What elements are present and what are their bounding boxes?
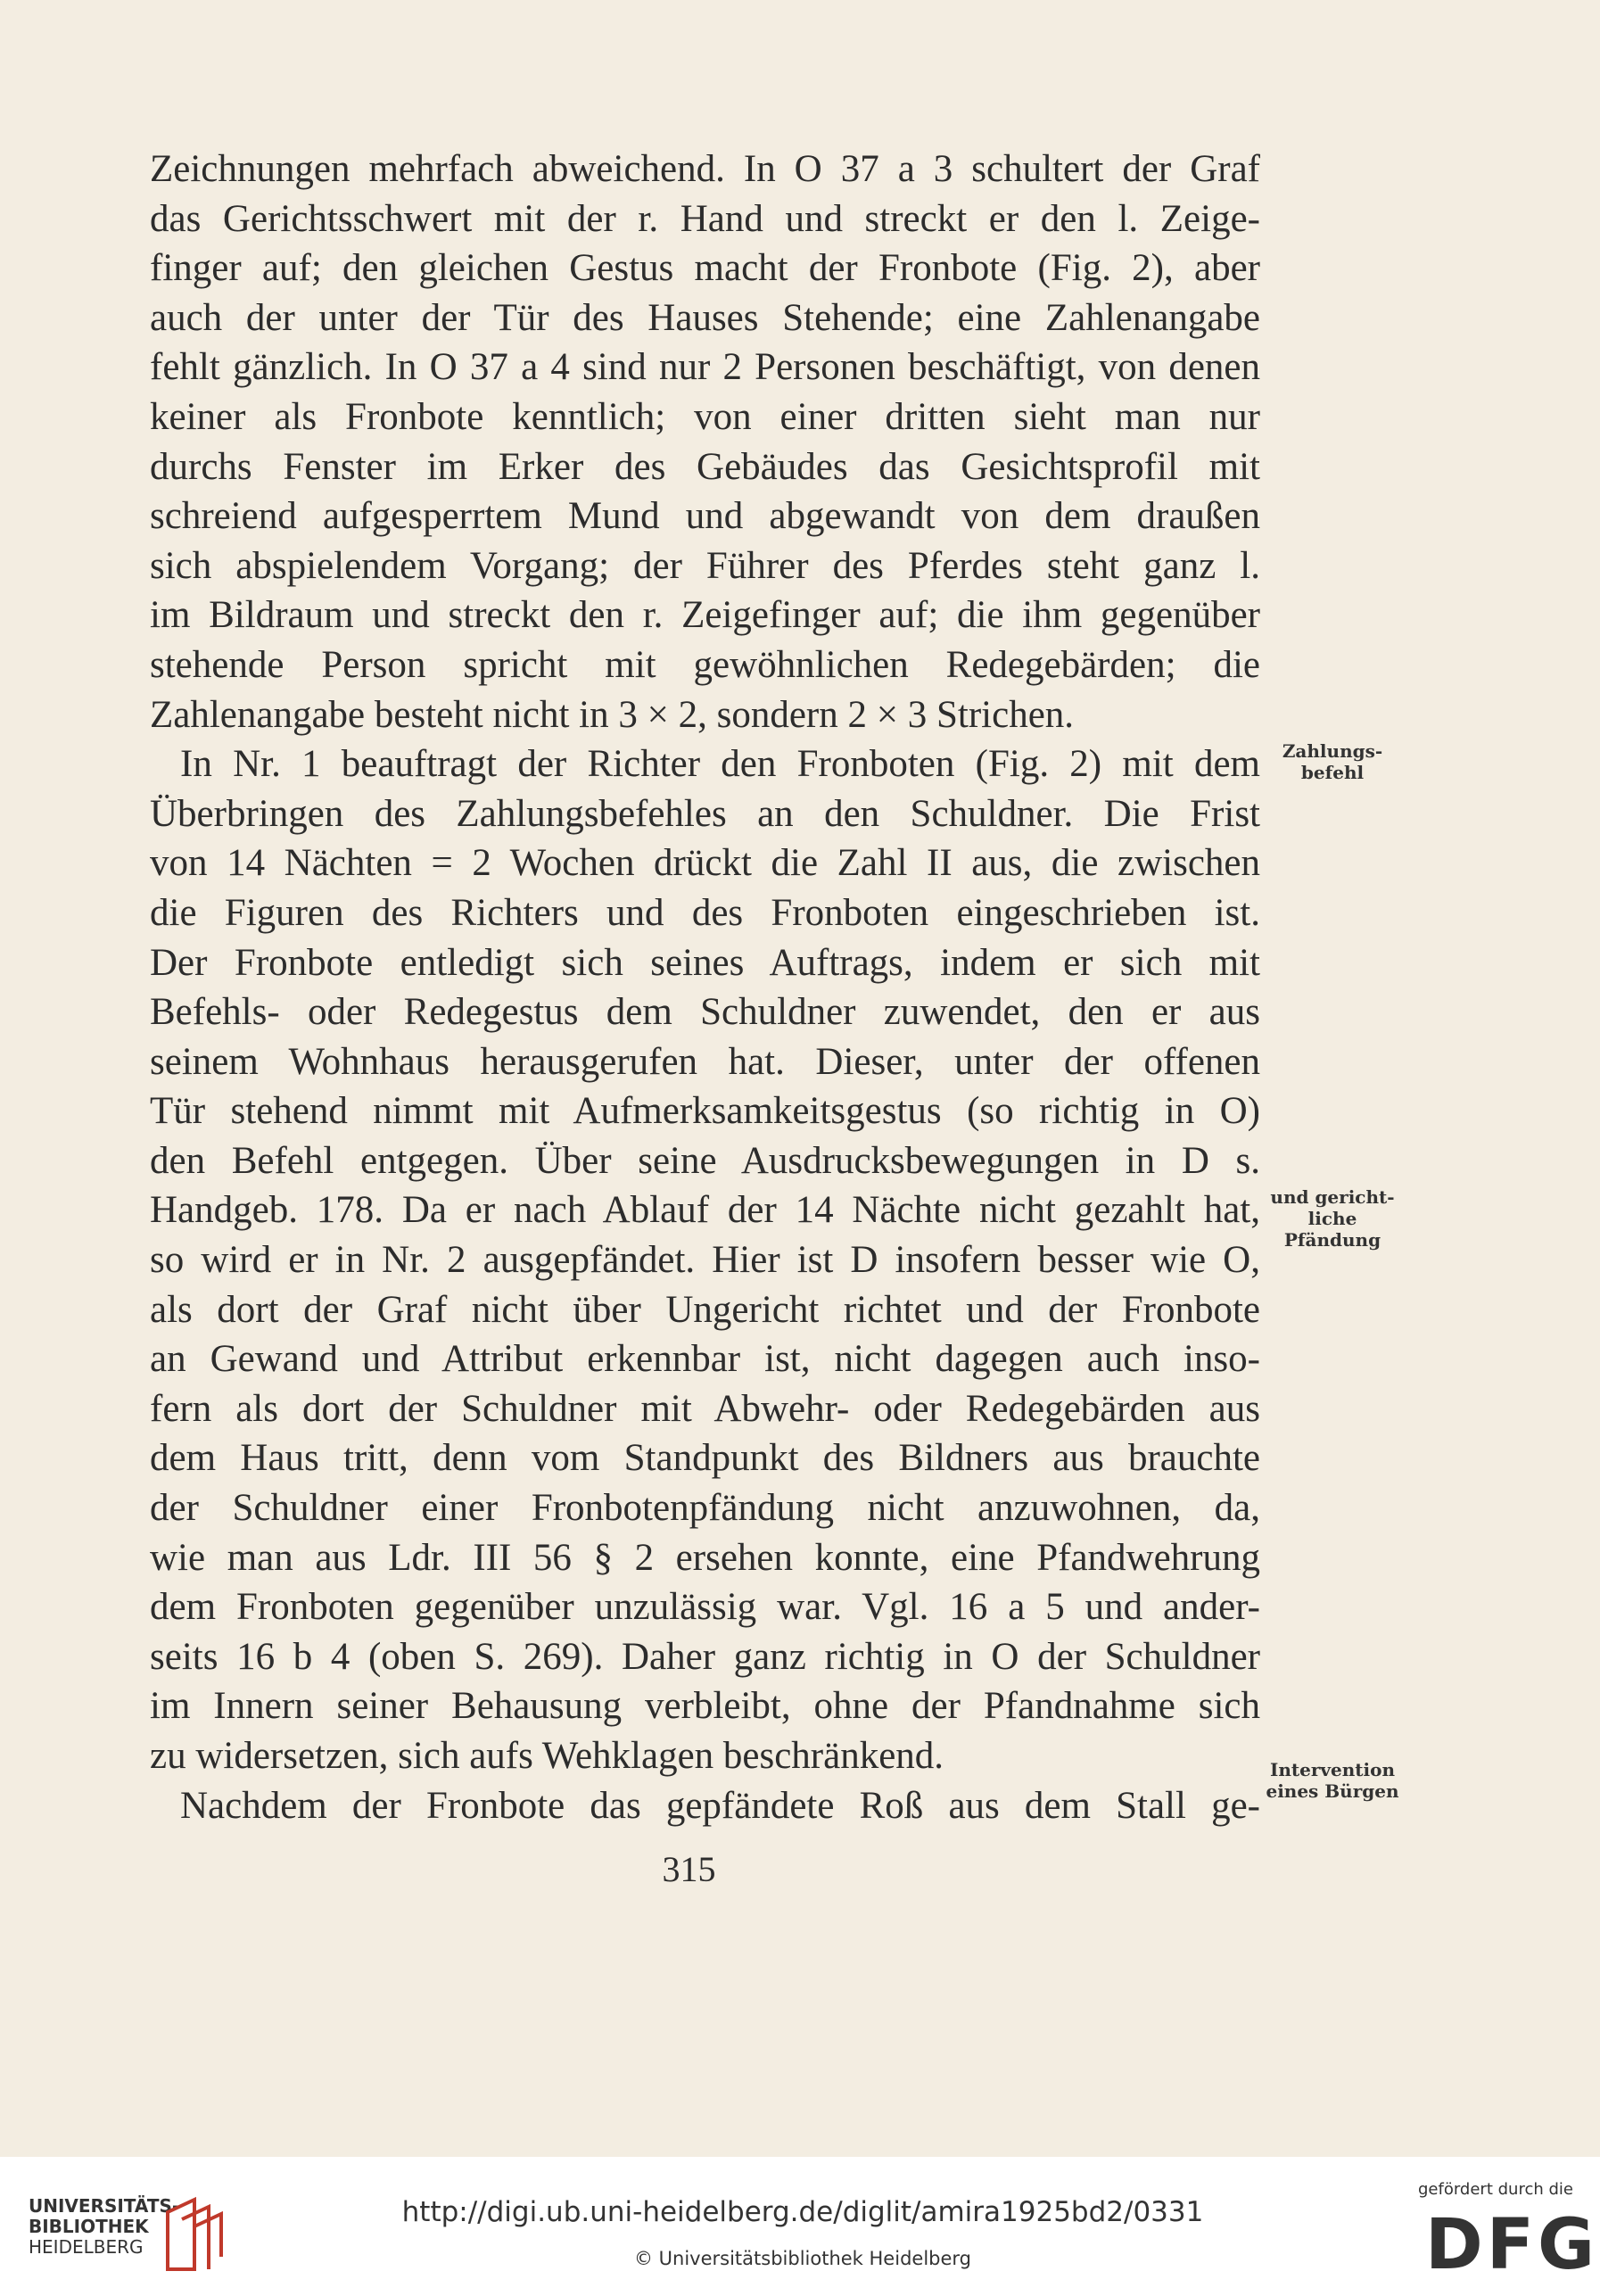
- text-line: dem Haus tritt, denn vom Standpunkt des Bildners aus brauchte: [150, 1437, 1260, 1480]
- text-line: Zeichnungen mehrfach abweichend. In O 37 a 3 schultert der Graf: [150, 148, 1260, 190]
- text-line: im Bildraum und streckt den r. Zeigefinger auf; die ihm gegenüber: [150, 594, 1260, 637]
- page-number: 315: [662, 1849, 716, 1889]
- body-text: [150, 145, 1260, 1830]
- text-line: der Schuldner einer Fronbotenpfändung nicht anzuwohnen, da,: [150, 1487, 1260, 1530]
- text-line: dem Fronboten gegenüber unzulässig war. Vgl. 16 a 5 und ander-: [150, 1586, 1260, 1629]
- text-line: Zahlenangabe besteht nicht in 3 × 2, sondern 2 × 3 Strichen.: [150, 693, 1075, 736]
- margin-note-line: Intervention: [1270, 1759, 1395, 1780]
- margin-note-pfaendung: [1252, 1186, 1413, 1251]
- text-line: Der Fronbote entledigt sich seines Auftrags, indem er sich mit: [150, 941, 1260, 984]
- text-line: Nachdem der Fronbote das gepfändete Roß aus dem Stall ge-: [180, 1784, 1260, 1827]
- text-line: an Gewand und Attribut erkennbar ist, nicht dagegen auch inso-: [150, 1338, 1260, 1381]
- margin-note-line: liche: [1307, 1208, 1357, 1229]
- text-line: seits 16 b 4 (oben S. 269). Daher ganz richtig in O der Schuldner: [150, 1635, 1260, 1678]
- copyright-notice: © Universitätsbibliothek Heidelberg: [633, 2248, 971, 2269]
- library-name-line: HEIDELBERG: [29, 2236, 144, 2258]
- text-line: sich abspielendem Vorgang; der Führer des Pferdes steht ganz l.: [150, 544, 1260, 587]
- margin-note-intervention: [1252, 1759, 1413, 1802]
- margin-note-line: Pfändung: [1283, 1229, 1381, 1251]
- text-line: Überbringen des Zahlungsbefehles an den Schuldner. Die Frist: [150, 792, 1260, 835]
- margin-note-line: Zahlungs-: [1282, 740, 1383, 762]
- text-line: das Gerichtsschwert mit der r. Hand und streckt er den l. Zeige-: [150, 197, 1260, 240]
- text-line: zu widersetzen, sich aufs Wehklagen beschränkend.: [150, 1735, 944, 1777]
- text-line: die Figuren des Richters und des Fronboten eingeschrieben ist.: [150, 891, 1260, 934]
- text-line: keiner als Fronbote kenntlich; von einer dritten sieht man nur: [150, 395, 1260, 438]
- text-line: Befehls- oder Redegestus dem Schuldner zuwendet, den er aus: [150, 991, 1260, 1034]
- text-line: Handgeb. 178. Da er nach Ablauf der 14 Nächte nicht gezahlt hat,: [150, 1189, 1260, 1232]
- margin-note-line: und gericht-: [1270, 1186, 1395, 1208]
- page-url-link[interactable]: http://digi.ub.uni-heidelberg.de/diglit/amira1925bd2/0331: [401, 2196, 1204, 2228]
- margin-note-zahlungsbefehl: [1252, 740, 1413, 783]
- text-line: wie man aus Ldr. III 56 § 2 ersehen konnte, eine Pfandwehrung: [150, 1536, 1260, 1579]
- text-line: fehlt gänzlich. In O 37 a 4 sind nur 2 Personen beschäftigt, von denen: [150, 346, 1260, 389]
- text-line: als dort der Graf nicht über Ungericht richtet und der Fronbote: [150, 1288, 1260, 1331]
- text-line: den Befehl entgegen. Über seine Ausdrucksbewegungen in D s.: [150, 1139, 1260, 1182]
- margin-note-line: befehl: [1300, 762, 1365, 783]
- text-line: auch der unter der Tür des Hauses Stehende; eine Zahlenangabe: [150, 296, 1260, 339]
- digitization-footer: [0, 2157, 1600, 2296]
- library-name-line: UNIVERSITÄTS-: [29, 2195, 180, 2217]
- dfg-logo: DFG: [1425, 2205, 1599, 2285]
- text-line: von 14 Nächten = 2 Wochen drückt die Zahl II aus, die zwischen: [150, 842, 1260, 885]
- library-logo-icon: [159, 2194, 230, 2275]
- text-line: finger auf; den gleichen Gestus macht der Fronbote (Fig. 2), aber: [150, 247, 1260, 290]
- text-line: fern als dort der Schuldner mit Abwehr- oder Redegebärden aus: [150, 1387, 1260, 1430]
- funding-label: gefördert durch die: [1418, 2180, 1573, 2199]
- library-name: [29, 2196, 179, 2258]
- library-name-line: BIBLIOTHEK: [29, 2216, 149, 2237]
- text-line: seinem Wohnhaus herausgerufen hat. Dieser, unter der offenen: [150, 1040, 1260, 1083]
- text-line: stehende Person spricht mit gewöhnlichen Redegebärden; die: [150, 643, 1260, 686]
- text-line: durchs Fenster im Erker des Gebäudes das Gesichtsprofil mit: [150, 445, 1260, 488]
- text-line: im Innern seiner Behausung verbleibt, ohne der Pfandnahme sich: [150, 1685, 1260, 1728]
- text-line: In Nr. 1 beauftragt der Richter den Fronboten (Fig. 2) mit dem: [180, 743, 1260, 786]
- text-line: schreiend aufgesperrtem Mund und abgewandt von dem draußen: [150, 495, 1260, 538]
- margin-note-line: eines Bürgen: [1266, 1780, 1399, 1802]
- text-line: so wird er in Nr. 2 ausgepfändet. Hier ist D insofern besser wie O,: [150, 1239, 1260, 1282]
- text-line: Tür stehend nimmt mit Aufmerksamkeitsgestus (so richtig in O): [150, 1090, 1260, 1133]
